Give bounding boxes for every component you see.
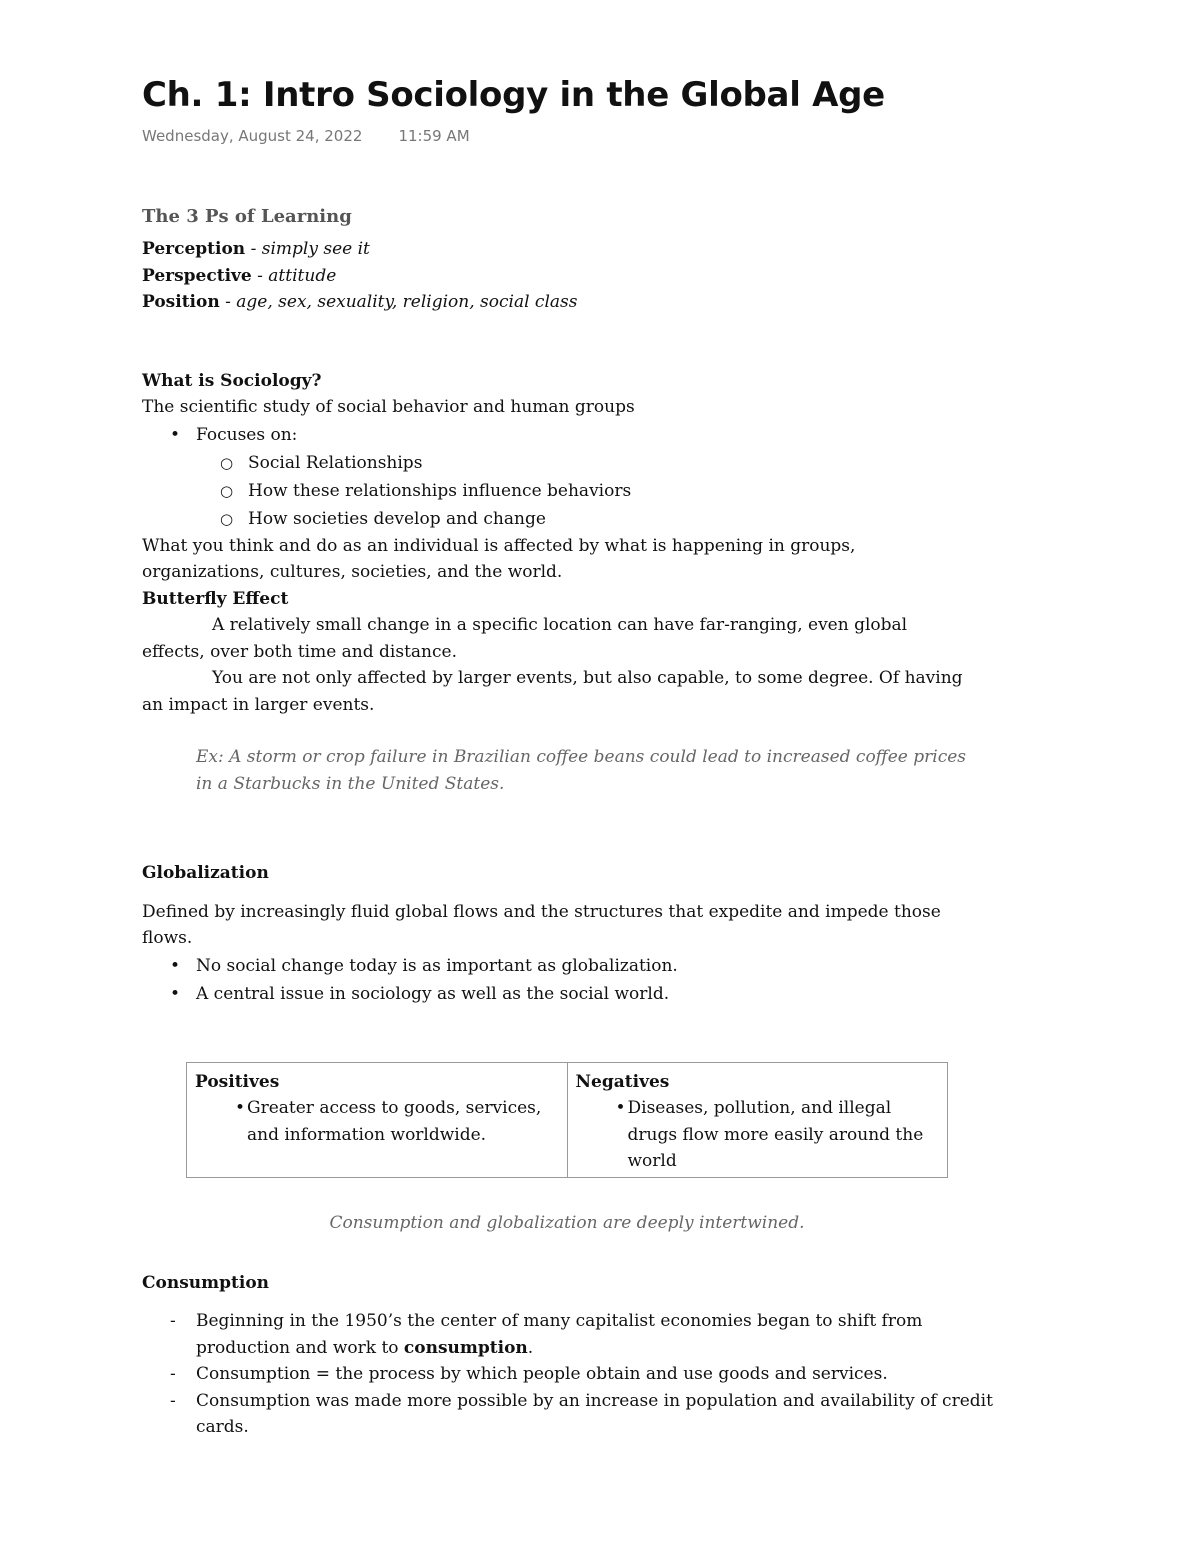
sociology-definition: The scientific study of social behavior and human groups: [142, 397, 635, 417]
butterfly-p2-line-1: You are not only affected by larger events, but also capable, to some degree. Of having: [212, 668, 963, 688]
butterfly-heading: Butterfly Effect: [142, 588, 289, 609]
ps-item-position: [142, 289, 1042, 316]
page-date: Wednesday, August 24, 2022: [142, 127, 363, 145]
ps-sep: -: [251, 265, 269, 286]
list-item: - Consumption = the process by which people obtain and use goods and services.: [142, 1361, 1016, 1388]
example-line-1: Ex: A storm or crop failure in Brazilian coffee beans could lead to increased coffee prices: [196, 747, 966, 767]
example-block: [196, 744, 1042, 798]
page-meta: [142, 126, 1042, 146]
list-item: ○ How societies develop and change: [142, 505, 1042, 533]
list-item: - Beginning in the 1950’s the center of many capitalist economies began to shift from production and work to consumption.: [142, 1308, 1016, 1361]
consumption-list: [142, 1308, 1042, 1441]
butterfly-p1-line-1: A relatively small change in a specific location can have far-ranging, even global: [212, 615, 908, 635]
ps-term: Perspective: [142, 265, 252, 286]
dash-icon: -: [170, 1390, 176, 1411]
bullet-hollow-icon: ○: [220, 481, 234, 500]
list-item: [142, 421, 1042, 533]
focus-label: Focuses on:: [196, 424, 298, 445]
positives-header: Positives: [195, 1071, 280, 1092]
table-row: [187, 1062, 948, 1177]
individual-line-2: organizations, cultures, societies, and the world.: [142, 562, 563, 582]
butterfly-p2-line-2: an impact in larger events.: [142, 694, 375, 715]
list-item: - Consumption was made more possible by an increase in population and availability of credit cards.: [142, 1388, 1026, 1441]
list-item: • Diseases, pollution, and illegal drugs flow more easily around the world: [576, 1095, 940, 1175]
list-item: ○ How these relationships influence behaviors: [142, 477, 1042, 505]
dash-icon: -: [170, 1311, 176, 1331]
dash-icon: -: [170, 1364, 176, 1384]
ps-term: Perception: [142, 239, 246, 259]
focus-list: [142, 421, 1042, 533]
ps-sep: -: [219, 292, 237, 312]
bullet-hollow-icon: ○: [220, 509, 234, 528]
bullet-filled-icon: •: [615, 1098, 626, 1118]
globalization-definition-line-1: Defined by increasingly fluid global flows and the structures that expedite and impede those: [142, 901, 941, 922]
negatives-cell: [567, 1062, 948, 1177]
bullet-hollow-icon: ○: [220, 453, 234, 472]
list-item: ○ Social Relationships: [142, 449, 1042, 477]
page-time: 11:59 AM: [398, 127, 470, 145]
bullet-filled-icon: •: [235, 1098, 246, 1118]
negatives-header: Negatives: [575, 1071, 670, 1092]
ps-term: Position: [142, 292, 220, 312]
consumption-heading: Consumption: [142, 1272, 270, 1293]
globalization-definition-line-2: flows.: [142, 928, 193, 948]
ps-heading: The 3 Ps of Learning: [142, 206, 352, 227]
bullet-filled-icon: •: [170, 983, 181, 1004]
bullet-filled-icon: •: [170, 424, 181, 445]
ps-item-perspective: [142, 263, 1042, 290]
ps-sep: -: [245, 239, 262, 259]
ps-item-perception: [142, 236, 1042, 263]
globalization-list: [142, 952, 1042, 1008]
focus-sublist: [142, 449, 1042, 533]
document-page: [142, 72, 1042, 1441]
individual-line-1: What you think and do as an individual is affected by what is happening in groups,: [142, 535, 856, 556]
ps-desc: attitude: [268, 265, 337, 286]
positives-negatives-table: [186, 1062, 948, 1178]
ps-desc: simply see it: [261, 239, 370, 259]
list-item: • No social change today is as important as globalization.: [142, 952, 1042, 980]
positives-cell: [187, 1062, 568, 1177]
list-item: • Greater access to goods, services, and information worldwide.: [195, 1095, 559, 1148]
page-title: Ch. 1: Intro Sociology in the Global Age: [142, 75, 885, 115]
sociology-heading: What is Sociology?: [142, 370, 322, 391]
globalization-caption: Consumption and globalization are deeply intertwined.: [329, 1212, 805, 1233]
example-line-2: in a Starbucks in the United States.: [196, 774, 505, 794]
globalization-heading: Globalization: [142, 863, 269, 883]
list-item: • A central issue in sociology as well as the social world.: [142, 980, 1042, 1008]
butterfly-p1-line-2: effects, over both time and distance.: [142, 641, 457, 662]
bullet-filled-icon: •: [170, 955, 181, 976]
ps-desc: age, sex, sexuality, religion, social class: [236, 292, 578, 312]
